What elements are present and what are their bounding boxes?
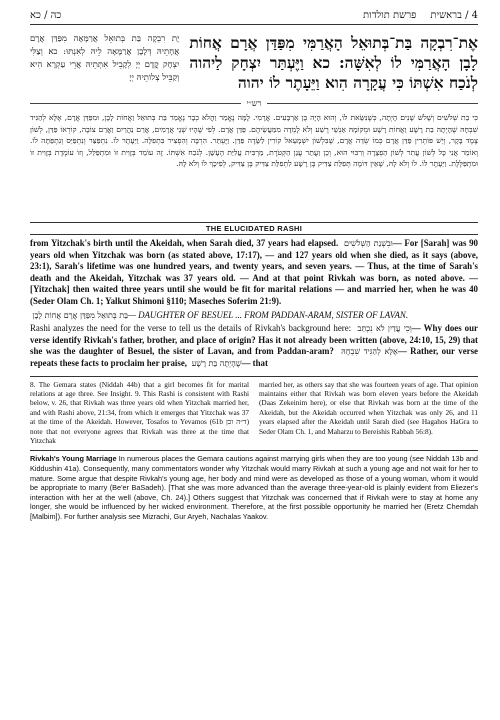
parsha-name: פרשת תולדות [363, 10, 417, 21]
page [30, 10, 478, 522]
verse-block [30, 33, 478, 93]
elucidated-rashi-title: THE ELUCIDATED RASHI [30, 222, 478, 235]
chapter-verse-label: כה / כא [30, 10, 62, 21]
elucidation-paragraph [30, 323, 478, 369]
english-elucidation [30, 238, 478, 370]
separator-line [30, 103, 241, 104]
elucidation-text: — Why does our verse identify Rivkah's father, brother, and place of origin? Has it not already been written (above, 24:10, 15, 29) that she was the daughter of Besuel, the sister of Lavan, and from Paddan-aram? [30, 323, 478, 357]
verse-text: אֶת־רִבְקָה בַּת־בְּתוּאֵל הָאֲרַמִּי מִפַּדַּן אֲרָם אֲחוֹת לָבָן הָאֲרַמִּי לוֹ לְאִשָּׁה: כא וַיֶּעְתַּר יִצְחָק לַיהוה לְנֹכַח אִשְׁתּוֹ כִּי עֲקָרָה הִוא וַיֵּעָתֶר לוֹ יהוה [189, 33, 478, 92]
elucidation-text: — that [241, 357, 268, 368]
elucidation-heading [30, 310, 478, 322]
hebrew-phrase: שֶׁהָיְתָה בַּת רָשָׁע [189, 358, 242, 368]
elucidation-paragraph [30, 238, 478, 308]
hebrew-phrase: אֶלָּא לְהַגִּיד שִׁבְחָהּ [337, 347, 398, 357]
insight-text: In numerous places the Gemara cautions against marrying girls when they are too young (see Niddah 13b and Kiddushin 41a). Consequently, many commentators wonder why Yitzchak would marry Rivkah at such a young age and not wait for her to mature. Some argue that despite Rivkah's young age, her body and mind were as developed as those of a young woman, whom it would be appropriate to marry (Be'er BaSadeh). [That she was more advanced than the average three-year-old is plainly evident from Eliezer's interaction with her at the well (above, Ch. 24).] Others suggest that Yitzchak was concerned that if Rivkah were to stay at home any longer, she would be influenced by her wicked environment. Therefore, at the first possible opportunity he married her (Eretz Chemdah [Malbim]). For further analysis see Mizrachi, Gur Aryeh, Nachalas Yaakov. [30, 454, 478, 521]
heading-translation: — DAUGHTER OF BESUEL ... FROM PADDAN-ARAM, SISTER OF LAVAN. [127, 309, 409, 320]
separator-line [267, 103, 478, 104]
hebrew-phrase: וּבִשְׁנַת הַשְּׁלֹשִׁים [340, 239, 393, 248]
insight-box [30, 450, 478, 521]
rashi-hebrew-commentary: כִּי בַת שְׁלֹשִׁים וְשָׁלֹשׁ שָׁנִים הָיְתָה, כְּשֶׁנִּשֵּׂאת לוֹ, וְהוּא הָיָה בֶּן אַרְבָּעִים. אֲרָמִי. לָמָּה נֶאֱמַר וַהֲלֹא כְבָר נֶאֱמַר בַּת בְּתוּאֵל וַאֲחוֹת לָבָן, וּמִפַּדַּן אֲרָם, אֶלָּא לְהַגִּיד שִׁבְחָהּ שֶׁהָיְתָה בַת רָשָׁע וַאֲחוֹת רָשָׁע וּמְקוֹמָהּ אַנְשֵׁי רֶשַׁע וְלֹא לָמְדָה מִמַּעֲשֵׂיהֶם. פַּדַּן אֲרָם. לְפִי שֶׁהָיוּ שְׁנֵי אֲרָמִים, אֲרַם נַהֲרַיִם וַאֲרַם צוֹבָה, קוֹרְאוֹ פַּדַּן, לְשׁוֹן צֶמֶד בָּקָר, וְיֵשׁ פּוֹתְרִין פַּדַּן אֲרָם כְּמוֹ שְׂדֵה אֲרָם, שֶׁבִּלְשׁוֹן יִשְׁמָעֵאל קוֹרִין לַשָּׂדֶה פַּדַּן. וַיֶּעְתַּר. הִרְבָּה וְהִפְצִיר בִּתְפִלָּה. וַיֵּעָתֶר לוֹ. נִתְפַּצַּר וְנִתְפַּיֵּס וְנִתְפַּתָּה לוֹ. וְאוֹמֵר אֲנִי כָּל לְשׁוֹן עֲתִר לְשׁוֹן הַפְצָרָה וְרִבּוּי הוּא, וְכֵן וַעֲתַר עֲנַן הַקְּטֹרֶת, מַרְבִּית עֲלִיַּת הֶעָשָׁן. לְנֹכַח אִשְׁתּוֹ. זֶה עוֹמֵד בְּזָוִית זוֹ וּמִתְפַּלֵּל, וְזוֹ עוֹמֶדֶת בְּזָוִית זוֹ וּמִתְפַּלֶּלֶת. וַיֵּעָתֶר לוֹ. לוֹ וְלֹא לָהּ, שֶׁאֵין דּוֹמָה תְּפִלַּת צַדִּיק בֶּן רָשָׁע לִתְפִלַּת צַדִּיק בֶּן צַדִּיק, לְפִיכָךְ לוֹ וְלֹא לָהּ. [30, 113, 478, 168]
footnotes-column-2: married her, as others say that she was fourteen years of age. That opinion maintains either that Rivkah was born eleven years before the Akeidah (Daas Zekeinim here), or else that Rivkah was born at the time of the Akeidah, but the Akeidah occurred when Yitzchak was only 26, and 11 years elapsed after the Akeidah until Sarah died (see Hagahos HaGra to Seder Olam Ch. 1, and Maharzu to Bereishis Rabbah 56:8). [259, 379, 478, 436]
book-name: 4 / בראשית [430, 10, 478, 21]
elucidation-text: Rashi analyzes the need for the verse to tell us the details of Rivkah's background here: [30, 323, 355, 334]
page-header [30, 10, 478, 25]
hebrew-phrase: וְכִי עֲדַיִן לֹא נִכְתַּב [354, 324, 412, 334]
rashi-label: רש״י [246, 99, 262, 108]
footnotes [30, 376, 478, 446]
elucidation-text: — Rather, our verse repeats these facts to proclaim her praise, [30, 346, 478, 368]
elucidation-text: from Yitzchak's birth until the Akeidah, when Sarah died, 37 years had elapsed. [30, 238, 341, 248]
footnotes-column-1: 8. The Gemara states (Niddah 44b) that a girl becomes fit for marital relations at age three. See Insight. 9. This Rashi is consistent with Rashi below, v. 26, that Rivkah was three years old when Yitzchak married her, and with Rashi above, 21:34, from which it emerges that Yitzchak was 37 at the time of the Akeidah. However, Tosafos to Yevamos (61b ד״ה וכן) note that not everyone agrees that Rivkah was three at the time that Yitzchak [30, 379, 249, 445]
rashi-separator [30, 99, 478, 108]
elucidation-text: — For [Sarah] was 90 years old when Yitzchak was born (as stated above, 17:17), — and 127 years old when she died, as it says (above, 23:1), Sarah's lifetime was one hundred years, and twenty years, and seven years. — Thus, at the time of Sarah's death and the Akeidah, Yitzchak was 37 years old. — And at that point Rivkah was born, as noted above. — [Yitzchak] then waited three years until she would be fit for marital relations — and married her, when he was 40 (Seder Olam Ch. 1; Yalkut Shimoni §110; Maseches Soferim 21:9). [30, 238, 478, 306]
header-right [363, 10, 478, 21]
hebrew-heading: בַּת בְּתוּאֵל מִפַּדַּן אֲרָם אֲחוֹת לָבָן [30, 310, 128, 320]
insight-title: Rivkah's Young Marriage [30, 454, 117, 464]
targum-text: יָת רִבְקָה בַּת בְּתוּאֵל אֲרַמָּאָה מִפַּדַּן אֲרָם אֲחָתֵיהּ דְּלָבָן אֲרַמָּאָה לֵיהּ לְאִנְתּוּ: כא וְצַלִּי יִצְחָק קֳדָם יְיָ לְקָבֵיל אִתְּתֵיהּ אֲרֵי עַקְרָא הִיא וְקַבֵּיל צְלוֹתֵיהּ יְיָ [30, 34, 180, 83]
